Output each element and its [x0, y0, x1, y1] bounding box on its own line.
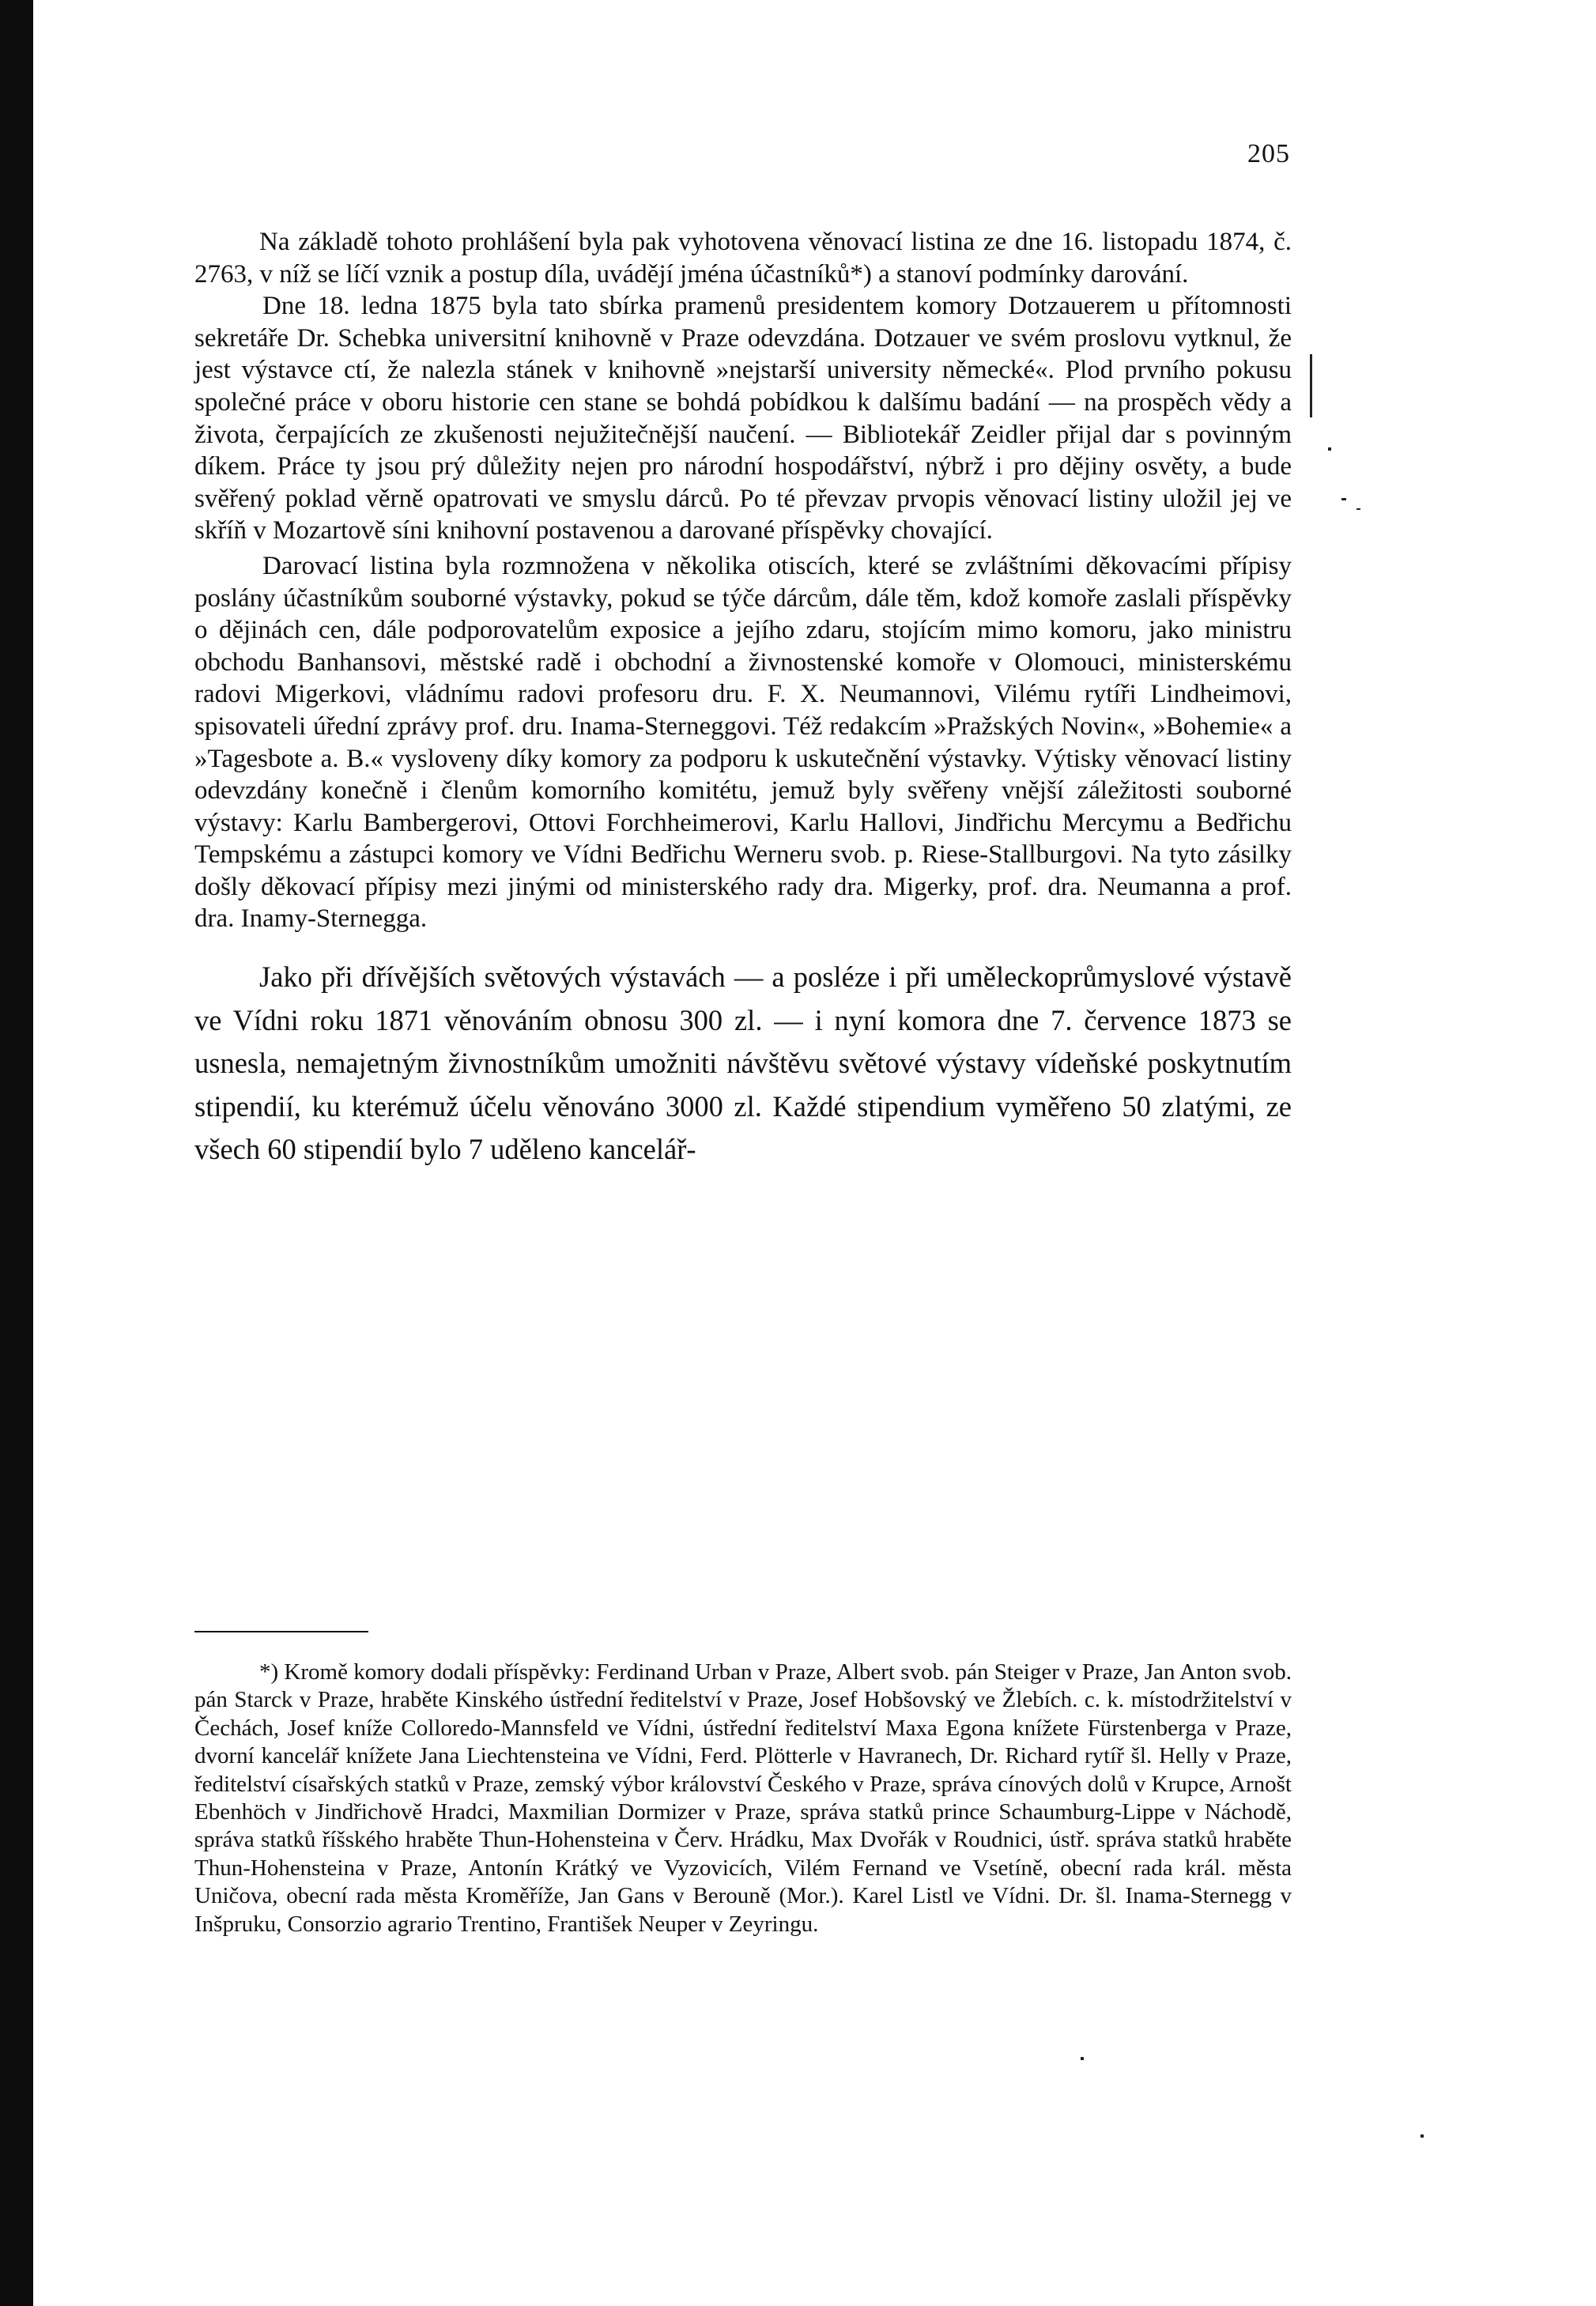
margin-dot-mark [1341, 498, 1346, 500]
margin-dot-mark [1356, 508, 1360, 510]
paragraph: Jako při dřívějších světových výstavách — a posléze i při uměleckoprůmyslové výstavě ve Vídni roku 1871 věnováním obnosu 300 zl. — i nyní komora dne 7. července 1873 se usnesla, nemajetným živnostníkům umožniti návštěvu světové výstavy vídeňské poskytnutím stipendií, ku kterémuž účelu věnováno 3000 zl. Každé stipendium vyměřeno 50 zlatými, ze všech 60 stipendií bylo 7 uděleno kancelář- [194, 961, 1292, 1166]
paragraph: Dne 18. ledna 1875 byla tato sbírka pramenů presidentem komory Dotzauerem u přítomnosti sekretáře Dr. Schebka universitní knihovně v Praze odevzdána. Dotzauer ve svém proslovu vytknul, že jest výstavce ctí, že nalezla stánek v knihovně »nejstarší university německé«. Plod prvního pokusu společné práce v oboru historie cen stane se bohdá pobídkou k dalšímu badání — na prospěch vědy a života, čerpajících ze zkušenosti nejužitečnější naučení. — Bibliotekář Zeidler přijal dar s povinným díkem. Práce ty jsou prý důležity nejen pro národní hospodářství, nýbrž i pro dějiny osvěty, a bude svěřený poklad věrně opatrovati ve smyslu dárců. Po té převzav prvopis věnovací listiny uložil jej ve skříň v Mozartově síni knihovní postavenou a darované příspěvky chovající. [194, 292, 1292, 545]
margin-line-mark [1310, 354, 1312, 417]
page-spine-shadow [0, 0, 33, 2306]
paragraph: Darovací listina byla rozmnožena v několika otiscích, které se zvláštními děkovacími přípisy poslány účastníkům souborné výstavky, pokud se týče dárcům, dále těm, kdož komoře zaslali příspěvky o dějinách cen, dále podporovatelům exposice a jejího zdaru, stojícím mimo komoru, jako ministru obchodu Banhansovi, městské radě i obchodní a živnostenské komoře v Olomouci, ministerskému radovi Migerkovi, vládnímu radovi profesoru dru. F. X. Neumannovi, Vilému rytíři Lindheimovi, spisovateli úřední zprávy prof. dru. Inama-Sterneggovi. Též redakcím »Pražských Novin«, »Bohemie« a »Tagesbote a. B.« vysloveny díky komory za podporu k uskutečnění výstavky. Výtisky věnovací listiny odevzdány konečně i členům komorního komitétu, jemuž byly svěřeny vnější záležitosti souborné výstavy: Karlu Bambergerovi, Ottovi Forchheimerovi, Karlu Hallovi, Jindřichu Mercymu a Bedřichu Tempskému a zástupci komory ve Vídni Bedřichu Werneru svob. p. Riese-Stallburgovi. Na tyto zásilky došly děkovací přípisy mezi jinými od ministerského rady dra. Migerky, prof. dra. Neumanna a prof. dra. Inamy-Sternegga. [194, 551, 1292, 934]
footnote: *) Kromě komory dodali příspěvky: Ferdinand Urban v Praze, Albert svob. pán Steiger v Praze, Jan Anton svob. pán Starck v Praze, hraběte Kinského ústřední ředitelství v Praze, Josef Hobšovský ve Žlebích. c. k. místodržitelství v Čechách, Josef kníže Colloredo-Mannsfeld ve Vídni, ústřední ředitelství Maxa Egona knížete Fürstenberga v Praze, dvorní kancelář knížete Jana Liechtensteina ve Vídni, Ferd. Plötterle v Havranech, Dr. Richard rytíř šl. Helly v Praze, ředitelství císařských statků v Praze, zemský výbor království Českého v Praze, správa cínových dolů v Krupce, Arnošt Ebenhöch v Jindřichově Hradci, Maxmilian Dormizer v Praze, správa statků prince Schaumburg-Lippe v Náchodě, správa statků říšského hraběte Thun-Hohensteina v Červ. Hrádku, Max Dvořák v Roudnici, ústř. správa statků hraběte Thun-Hohensteina v Praze, Antonín Krátký ve Vyzovicích, Vilém Fernand ve Vsetíně, obecní rada král. města Uničova, obecní rada města Kroměříže, Jan Gans v Berouně (Mor.). Karel Listl ve Vídni. Dr. šl. Inama-Sternegg v Inšpruku, Consorzio agrario Trentino, František Neuper v Zeyringu. [194, 1659, 1292, 1937]
margin-dot-mark [1328, 447, 1331, 451]
paragraph: Na základě tohoto prohlášení byla pak vyhotovena věnovací listina ze dne 16. listopadu 1874, č. 2763, v níž se líčí vznik a postup díla, uvádějí jména účastníků*) a stanoví podmínky darování. [194, 228, 1292, 289]
footnote-divider [194, 1631, 368, 1632]
page-number: 205 [1247, 139, 1290, 168]
margin-dot-mark [1421, 2134, 1424, 2138]
main-text [194, 226, 1292, 1172]
margin-dot-mark [1081, 2057, 1084, 2060]
